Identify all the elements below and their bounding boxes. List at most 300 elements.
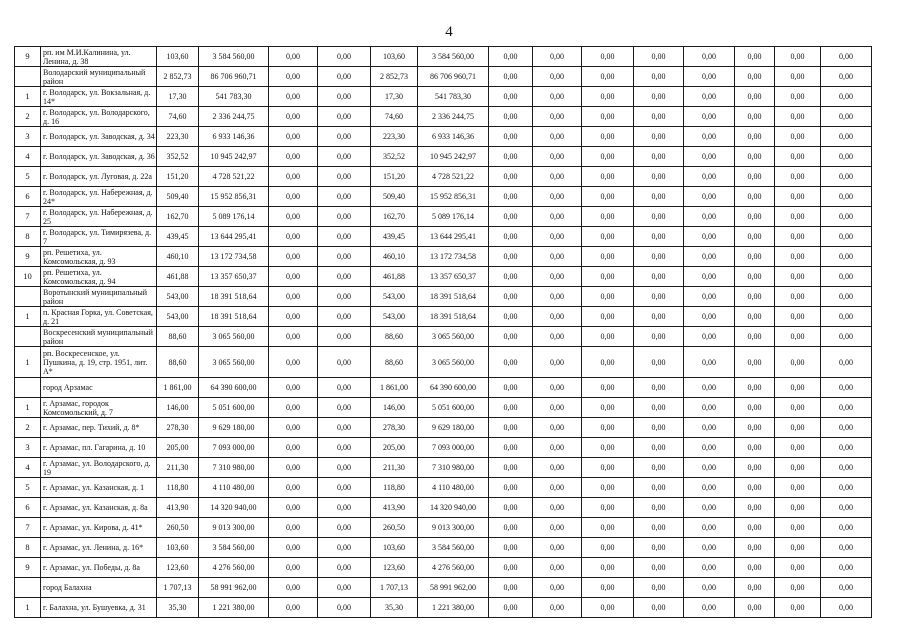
value-cell: 0,00 — [735, 187, 775, 207]
value-cell: 0,00 — [775, 598, 821, 618]
value-cell: 0,00 — [318, 598, 371, 618]
value-cell: 0,00 — [489, 458, 533, 478]
area-cell: 88,60 — [371, 347, 418, 378]
value-cell: 0,00 — [533, 438, 582, 458]
row-index — [15, 67, 41, 87]
area-cell: 211,30 — [371, 458, 418, 478]
value-cell: 0,00 — [821, 127, 872, 147]
value-cell: 0,00 — [582, 267, 634, 287]
row-index: 1 — [15, 307, 41, 327]
cost-cell: 18 391 518,64 — [418, 287, 489, 307]
cost-cell: 10 945 242,97 — [418, 147, 489, 167]
value-cell: 0,00 — [735, 418, 775, 438]
area-cell: 460,10 — [371, 247, 418, 267]
value-cell: 0,00 — [269, 327, 318, 347]
value-cell: 0,00 — [318, 207, 371, 227]
value-cell: 0,00 — [775, 87, 821, 107]
row-index: 7 — [15, 518, 41, 538]
cost-cell: 18 391 518,64 — [418, 307, 489, 327]
value-cell: 0,00 — [582, 578, 634, 598]
value-cell: 0,00 — [318, 147, 371, 167]
value-cell: 0,00 — [582, 227, 634, 247]
value-cell: 0,00 — [582, 438, 634, 458]
area-cell: 17,30 — [371, 87, 418, 107]
cost-cell: 2 336 244,75 — [418, 107, 489, 127]
value-cell: 0,00 — [634, 398, 684, 418]
value-cell: 0,00 — [775, 418, 821, 438]
cost-cell: 7 310 980,00 — [199, 458, 269, 478]
value-cell: 0,00 — [634, 87, 684, 107]
value-cell: 0,00 — [735, 167, 775, 187]
value-cell: 0,00 — [269, 87, 318, 107]
cost-cell: 3 584 560,00 — [199, 47, 269, 67]
cost-cell: 4 110 480,00 — [199, 478, 269, 498]
area-cell: 352,52 — [371, 147, 418, 167]
value-cell: 0,00 — [735, 498, 775, 518]
address-cell: рп. Решетиха, ул. Комсомольская, д. 94 — [41, 267, 157, 287]
area-cell: 509,40 — [371, 187, 418, 207]
value-cell: 0,00 — [775, 287, 821, 307]
area-cell: 543,00 — [371, 287, 418, 307]
value-cell: 0,00 — [684, 307, 735, 327]
row-index — [15, 327, 41, 347]
area-cell: 460,10 — [157, 247, 199, 267]
value-cell: 0,00 — [489, 227, 533, 247]
value-cell: 0,00 — [821, 247, 872, 267]
value-cell: 0,00 — [821, 438, 872, 458]
cost-cell: 13 172 734,58 — [199, 247, 269, 267]
table-row — [15, 107, 872, 127]
cost-cell: 58 991 962,00 — [199, 578, 269, 598]
table-row — [15, 187, 872, 207]
area-cell: 2 852,73 — [157, 67, 199, 87]
row-index — [15, 578, 41, 598]
area-cell: 1 707,13 — [157, 578, 199, 598]
value-cell: 0,00 — [735, 287, 775, 307]
row-index: 1 — [15, 87, 41, 107]
value-cell: 0,00 — [634, 247, 684, 267]
value-cell: 0,00 — [684, 187, 735, 207]
table-row — [15, 598, 872, 618]
value-cell: 0,00 — [269, 438, 318, 458]
value-cell: 0,00 — [533, 458, 582, 478]
row-index: 4 — [15, 147, 41, 167]
table-row — [15, 518, 872, 538]
value-cell: 0,00 — [775, 558, 821, 578]
cost-cell: 9 629 180,00 — [418, 418, 489, 438]
cost-cell: 9 629 180,00 — [199, 418, 269, 438]
value-cell: 0,00 — [684, 518, 735, 538]
cost-cell: 3 065 560,00 — [199, 347, 269, 378]
value-cell: 0,00 — [735, 327, 775, 347]
value-cell: 0,00 — [821, 147, 872, 167]
row-index — [15, 287, 41, 307]
area-cell: 103,60 — [371, 538, 418, 558]
value-cell: 0,00 — [489, 347, 533, 378]
value-cell: 0,00 — [735, 207, 775, 227]
cost-cell: 9 013 300,00 — [199, 518, 269, 538]
value-cell: 0,00 — [735, 127, 775, 147]
value-cell: 0,00 — [533, 287, 582, 307]
value-cell: 0,00 — [582, 327, 634, 347]
value-cell: 0,00 — [821, 47, 872, 67]
value-cell: 0,00 — [775, 267, 821, 287]
value-cell: 0,00 — [582, 558, 634, 578]
value-cell: 0,00 — [735, 438, 775, 458]
table-row — [15, 418, 872, 438]
row-index: 9 — [15, 47, 41, 67]
value-cell: 0,00 — [318, 187, 371, 207]
value-cell: 0,00 — [269, 518, 318, 538]
cost-cell: 4 728 521,22 — [199, 167, 269, 187]
area-cell: 151,20 — [371, 167, 418, 187]
value-cell: 0,00 — [489, 558, 533, 578]
area-cell: 1 707,13 — [371, 578, 418, 598]
value-cell: 0,00 — [533, 67, 582, 87]
value-cell: 0,00 — [684, 207, 735, 227]
value-cell: 0,00 — [489, 578, 533, 598]
value-cell: 0,00 — [489, 87, 533, 107]
value-cell: 0,00 — [684, 67, 735, 87]
value-cell: 0,00 — [582, 147, 634, 167]
area-cell: 260,50 — [157, 518, 199, 538]
value-cell: 0,00 — [582, 187, 634, 207]
value-cell: 0,00 — [684, 458, 735, 478]
cost-cell: 7 093 000,00 — [418, 438, 489, 458]
value-cell: 0,00 — [582, 458, 634, 478]
row-index: 9 — [15, 247, 41, 267]
area-cell: 118,80 — [371, 478, 418, 498]
table-row — [15, 558, 872, 578]
value-cell: 0,00 — [735, 227, 775, 247]
value-cell: 0,00 — [634, 227, 684, 247]
value-cell: 0,00 — [489, 398, 533, 418]
row-index: 9 — [15, 558, 41, 578]
value-cell: 0,00 — [775, 538, 821, 558]
value-cell: 0,00 — [269, 558, 318, 578]
value-cell: 0,00 — [582, 518, 634, 538]
value-cell: 0,00 — [533, 347, 582, 378]
table-row — [15, 378, 872, 398]
value-cell: 0,00 — [582, 478, 634, 498]
area-cell: 88,60 — [371, 327, 418, 347]
value-cell: 0,00 — [582, 127, 634, 147]
value-cell: 0,00 — [634, 207, 684, 227]
value-cell: 0,00 — [318, 67, 371, 87]
row-index: 1 — [15, 598, 41, 618]
value-cell: 0,00 — [634, 418, 684, 438]
table-row — [15, 347, 872, 378]
address-cell: г. Володарск, ул. Заводская, д. 34 — [41, 127, 157, 147]
cost-cell: 7 093 000,00 — [199, 438, 269, 458]
value-cell: 0,00 — [684, 327, 735, 347]
row-index — [15, 378, 41, 398]
value-cell: 0,00 — [318, 287, 371, 307]
value-cell: 0,00 — [821, 478, 872, 498]
value-cell: 0,00 — [821, 87, 872, 107]
value-cell: 0,00 — [533, 167, 582, 187]
area-cell: 223,30 — [157, 127, 199, 147]
value-cell: 0,00 — [533, 518, 582, 538]
value-cell: 0,00 — [634, 518, 684, 538]
area-cell: 278,30 — [157, 418, 199, 438]
area-cell: 461,88 — [371, 267, 418, 287]
address-cell: г. Арзамас, ул. Володарского, д. 19 — [41, 458, 157, 478]
cost-cell: 3 584 560,00 — [418, 47, 489, 67]
value-cell: 0,00 — [269, 458, 318, 478]
area-cell: 439,45 — [371, 227, 418, 247]
value-cell: 0,00 — [318, 327, 371, 347]
value-cell: 0,00 — [269, 127, 318, 147]
value-cell: 0,00 — [821, 187, 872, 207]
value-cell: 0,00 — [735, 538, 775, 558]
value-cell: 0,00 — [775, 378, 821, 398]
value-cell: 0,00 — [489, 187, 533, 207]
value-cell: 0,00 — [269, 578, 318, 598]
housing-program-table — [14, 46, 872, 618]
value-cell: 0,00 — [775, 207, 821, 227]
value-cell: 0,00 — [489, 478, 533, 498]
value-cell: 0,00 — [269, 347, 318, 378]
cost-cell: 541 783,30 — [418, 87, 489, 107]
value-cell: 0,00 — [582, 247, 634, 267]
value-cell: 0,00 — [634, 327, 684, 347]
value-cell: 0,00 — [582, 47, 634, 67]
value-cell: 0,00 — [634, 167, 684, 187]
value-cell: 0,00 — [489, 538, 533, 558]
value-cell: 0,00 — [684, 287, 735, 307]
address-cell: г. Володарск, ул. Володарского, д. 16 — [41, 107, 157, 127]
address-cell: г. Володарск, ул. Тимирязева, д. 7 — [41, 227, 157, 247]
value-cell: 0,00 — [735, 558, 775, 578]
value-cell: 0,00 — [821, 558, 872, 578]
value-cell: 0,00 — [582, 207, 634, 227]
cost-cell: 5 089 176,14 — [199, 207, 269, 227]
row-index: 1 — [15, 347, 41, 378]
value-cell: 0,00 — [775, 327, 821, 347]
row-index: 10 — [15, 267, 41, 287]
value-cell: 0,00 — [821, 67, 872, 87]
value-cell: 0,00 — [735, 378, 775, 398]
value-cell: 0,00 — [318, 267, 371, 287]
address-cell: рп. им М.И.Калинина, ул. Ленина, д. 38 — [41, 47, 157, 67]
value-cell: 0,00 — [775, 347, 821, 378]
value-cell: 0,00 — [489, 378, 533, 398]
area-cell: 146,00 — [157, 398, 199, 418]
value-cell: 0,00 — [318, 347, 371, 378]
value-cell: 0,00 — [318, 107, 371, 127]
value-cell: 0,00 — [269, 538, 318, 558]
value-cell: 0,00 — [533, 247, 582, 267]
table-row — [15, 127, 872, 147]
value-cell: 0,00 — [318, 127, 371, 147]
cost-cell: 15 952 856,31 — [199, 187, 269, 207]
address-cell: рп. Решетиха, ул. Комсомольская, д. 93 — [41, 247, 157, 267]
cost-cell: 3 065 560,00 — [418, 347, 489, 378]
value-cell: 0,00 — [582, 307, 634, 327]
value-cell: 0,00 — [318, 398, 371, 418]
value-cell: 0,00 — [775, 227, 821, 247]
value-cell: 0,00 — [269, 47, 318, 67]
address-cell: п. Красная Горка, ул. Советская, д. 21 — [41, 307, 157, 327]
value-cell: 0,00 — [735, 578, 775, 598]
value-cell: 0,00 — [489, 147, 533, 167]
value-cell: 0,00 — [821, 327, 872, 347]
row-index: 8 — [15, 538, 41, 558]
value-cell: 0,00 — [269, 267, 318, 287]
table-row — [15, 578, 872, 598]
row-index: 6 — [15, 498, 41, 518]
cost-cell: 6 933 146,36 — [418, 127, 489, 147]
value-cell: 0,00 — [634, 287, 684, 307]
table-row — [15, 67, 872, 87]
cost-cell: 7 310 980,00 — [418, 458, 489, 478]
value-cell: 0,00 — [533, 307, 582, 327]
value-cell: 0,00 — [269, 247, 318, 267]
value-cell: 0,00 — [684, 87, 735, 107]
address-cell: г. Арзамас, ул. Кирова, д. 41* — [41, 518, 157, 538]
table-row — [15, 398, 872, 418]
value-cell: 0,00 — [489, 207, 533, 227]
value-cell: 0,00 — [821, 207, 872, 227]
value-cell: 0,00 — [821, 227, 872, 247]
value-cell: 0,00 — [684, 598, 735, 618]
value-cell: 0,00 — [489, 418, 533, 438]
value-cell: 0,00 — [821, 307, 872, 327]
area-cell: 17,30 — [157, 87, 199, 107]
cost-cell: 3 065 560,00 — [418, 327, 489, 347]
area-cell: 260,50 — [371, 518, 418, 538]
cost-cell: 1 221 380,00 — [199, 598, 269, 618]
area-cell: 162,70 — [371, 207, 418, 227]
value-cell: 0,00 — [821, 167, 872, 187]
value-cell: 0,00 — [533, 107, 582, 127]
value-cell: 0,00 — [821, 378, 872, 398]
table-row — [15, 87, 872, 107]
area-cell: 543,00 — [157, 287, 199, 307]
address-cell: г. Арзамас, пер. Тихий, д. 8* — [41, 418, 157, 438]
area-cell: 74,60 — [157, 107, 199, 127]
address-cell: г. Арзамас, ул. Казанская, д. 8а — [41, 498, 157, 518]
value-cell: 0,00 — [634, 267, 684, 287]
area-cell: 103,60 — [157, 538, 199, 558]
area-cell: 74,60 — [371, 107, 418, 127]
value-cell: 0,00 — [684, 167, 735, 187]
value-cell: 0,00 — [735, 147, 775, 167]
value-cell: 0,00 — [582, 598, 634, 618]
cost-cell: 58 991 962,00 — [418, 578, 489, 598]
table-row — [15, 147, 872, 167]
value-cell: 0,00 — [489, 287, 533, 307]
value-cell: 0,00 — [634, 127, 684, 147]
area-cell: 1 861,00 — [371, 378, 418, 398]
value-cell: 0,00 — [821, 287, 872, 307]
value-cell: 0,00 — [775, 167, 821, 187]
value-cell: 0,00 — [684, 578, 735, 598]
address-cell: г. Володарск, ул. Набережная, д. 24* — [41, 187, 157, 207]
area-cell: 352,52 — [157, 147, 199, 167]
value-cell: 0,00 — [318, 518, 371, 538]
address-cell: г. Арзамас, ул. Ленина, д. 16* — [41, 538, 157, 558]
row-index: 6 — [15, 187, 41, 207]
value-cell: 0,00 — [684, 558, 735, 578]
value-cell: 0,00 — [269, 167, 318, 187]
value-cell: 0,00 — [775, 458, 821, 478]
address-cell: Володарский муниципальный район — [41, 67, 157, 87]
value-cell: 0,00 — [684, 267, 735, 287]
cost-cell: 4 276 560,00 — [418, 558, 489, 578]
table-row — [15, 327, 872, 347]
table-row — [15, 498, 872, 518]
table-row — [15, 438, 872, 458]
value-cell: 0,00 — [634, 458, 684, 478]
value-cell: 0,00 — [775, 127, 821, 147]
value-cell: 0,00 — [582, 287, 634, 307]
value-cell: 0,00 — [582, 378, 634, 398]
value-cell: 0,00 — [735, 307, 775, 327]
cost-cell: 13 644 295,41 — [199, 227, 269, 247]
value-cell: 0,00 — [634, 47, 684, 67]
value-cell: 0,00 — [775, 67, 821, 87]
value-cell: 0,00 — [318, 47, 371, 67]
value-cell: 0,00 — [533, 327, 582, 347]
cost-cell: 9 013 300,00 — [418, 518, 489, 538]
cost-cell: 14 320 940,00 — [199, 498, 269, 518]
address-cell: Воротынский муниципальный район — [41, 287, 157, 307]
area-cell: 223,30 — [371, 127, 418, 147]
value-cell: 0,00 — [634, 187, 684, 207]
area-cell: 103,60 — [371, 47, 418, 67]
table-body — [15, 47, 872, 618]
value-cell: 0,00 — [634, 478, 684, 498]
value-cell: 0,00 — [684, 498, 735, 518]
value-cell: 0,00 — [318, 558, 371, 578]
value-cell: 0,00 — [735, 458, 775, 478]
row-index: 5 — [15, 478, 41, 498]
value-cell: 0,00 — [821, 418, 872, 438]
table-row — [15, 47, 872, 67]
row-index: 5 — [15, 167, 41, 187]
value-cell: 0,00 — [735, 478, 775, 498]
value-cell: 0,00 — [318, 227, 371, 247]
value-cell: 0,00 — [533, 267, 582, 287]
value-cell: 0,00 — [489, 307, 533, 327]
cost-cell: 13 357 650,37 — [418, 267, 489, 287]
cost-cell: 64 390 600,00 — [199, 378, 269, 398]
cost-cell: 3 065 560,00 — [199, 327, 269, 347]
value-cell: 0,00 — [821, 347, 872, 378]
value-cell: 0,00 — [582, 418, 634, 438]
table-row — [15, 307, 872, 327]
table-row — [15, 167, 872, 187]
value-cell: 0,00 — [634, 347, 684, 378]
value-cell: 0,00 — [634, 438, 684, 458]
value-cell: 0,00 — [821, 107, 872, 127]
address-cell: г. Володарск, ул. Набережная, д. 25 — [41, 207, 157, 227]
value-cell: 0,00 — [684, 347, 735, 378]
value-cell: 0,00 — [318, 378, 371, 398]
area-cell: 2 852,73 — [371, 67, 418, 87]
value-cell: 0,00 — [269, 398, 318, 418]
value-cell: 0,00 — [684, 398, 735, 418]
value-cell: 0,00 — [684, 438, 735, 458]
area-cell: 88,60 — [157, 327, 199, 347]
value-cell: 0,00 — [533, 558, 582, 578]
value-cell: 0,00 — [533, 47, 582, 67]
value-cell: 0,00 — [684, 107, 735, 127]
value-cell: 0,00 — [318, 458, 371, 478]
cost-cell: 5 051 600,00 — [199, 398, 269, 418]
